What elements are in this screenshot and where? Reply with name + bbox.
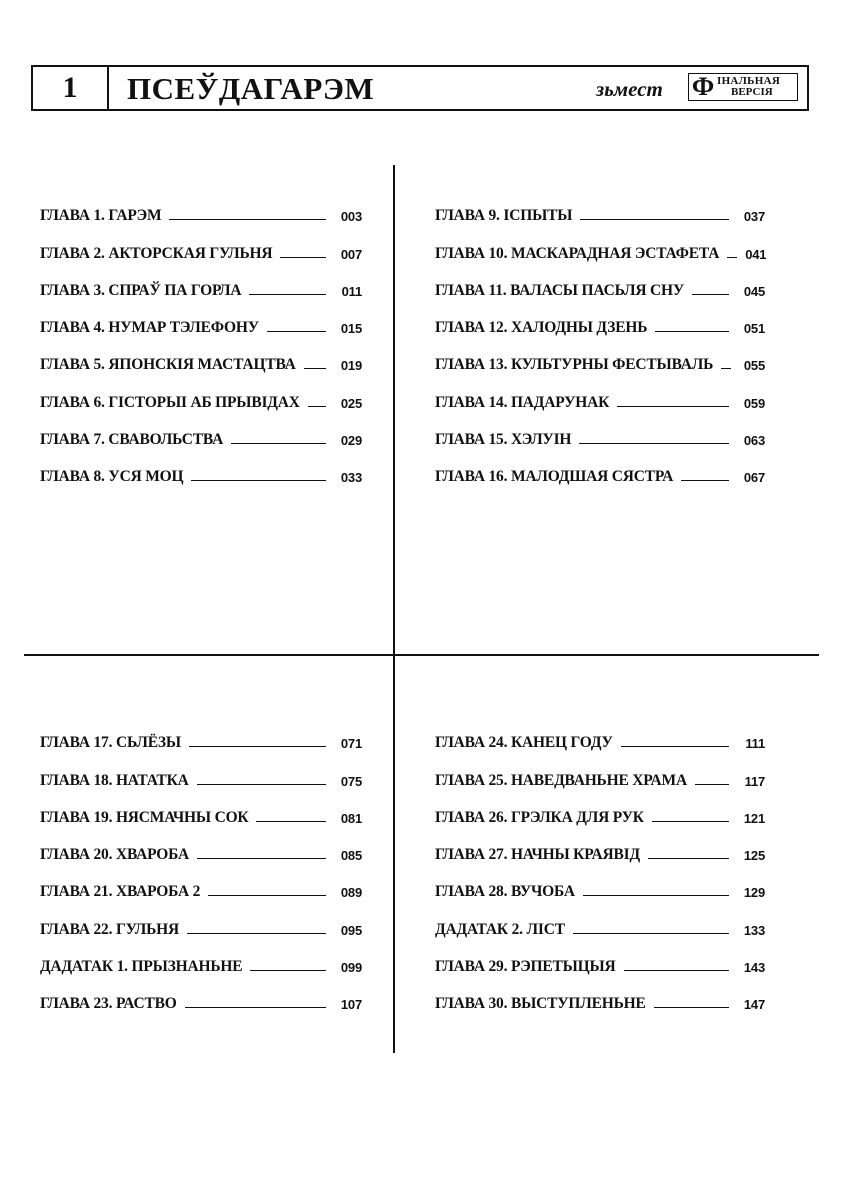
toc-column-top-right xyxy=(435,188,765,486)
toc-entry-page: 025 xyxy=(340,395,362,411)
toc-entry-title: ГЛАВА 28. ВУЧОБА xyxy=(435,883,575,901)
toc-entry-title: ГЛАВА 23. РАСТВО xyxy=(40,995,177,1013)
toc-entry-title: ГЛАВА 16. МАЛОДШАЯ СЯСТРА xyxy=(435,468,674,486)
toc-entry-title: ГЛАВА 14. ПАДАРУНАК xyxy=(435,393,610,411)
toc-entry xyxy=(40,939,362,976)
toc-leader-line xyxy=(648,858,729,859)
toc-entry-title: ГЛАВА 24. КАНЕЦ ГОДУ xyxy=(435,734,613,752)
toc-leader-line xyxy=(652,821,729,822)
toc-leader-line xyxy=(695,784,729,785)
toc-entry-title: ГЛАВА 19. НЯСМАЧНЫ СОК xyxy=(40,808,249,826)
toc-entry-page: 085 xyxy=(340,848,362,864)
logo-text xyxy=(717,76,780,98)
toc-entry-page: 037 xyxy=(743,209,765,225)
toc-entry-page: 007 xyxy=(340,246,362,262)
toc-entry xyxy=(435,300,765,337)
toc-entry-title: ГЛАВА 1. ГАРЭМ xyxy=(40,207,162,225)
toc-entry xyxy=(435,374,765,411)
toc-entry xyxy=(435,225,765,262)
toc-entry-title: ГЛАВА 4. НУМАР ТЭЛЕФОНУ xyxy=(40,319,259,337)
toc-leader-line xyxy=(579,443,729,444)
toc-leader-line xyxy=(185,1007,326,1008)
toc-entry xyxy=(40,412,362,449)
toc-entry xyxy=(40,263,362,300)
toc-entry xyxy=(435,449,765,486)
toc-entry-title: ГЛАВА 30. ВЫСТУПЛЕНЬНЕ xyxy=(435,995,646,1013)
toc-leader-line xyxy=(580,219,729,220)
toc-entry-page: 129 xyxy=(743,885,765,901)
toc-leader-line xyxy=(681,480,729,481)
vertical-divider xyxy=(393,165,395,1053)
toc-leader-line xyxy=(304,368,326,369)
toc-entry xyxy=(40,864,362,901)
toc-entry-title: ГЛАВА 12. ХАЛОДНЫ ДЗЕНЬ xyxy=(435,319,648,337)
toc-entry-page: 019 xyxy=(340,358,362,374)
toc-entry-title: ГЛАВА 17. СЬЛЁЗЫ xyxy=(40,734,181,752)
toc-entry xyxy=(40,976,362,1013)
toc-entry-page: 033 xyxy=(340,470,362,486)
toc-entry-page: 143 xyxy=(743,960,765,976)
toc-entry xyxy=(40,752,362,789)
toc-entry-title: ГЛАВА 15. ХЭЛУІН xyxy=(435,431,572,449)
toc-entry-page: 067 xyxy=(743,470,765,486)
toc-entry xyxy=(40,901,362,938)
toc-entry xyxy=(435,790,765,827)
toc-entry-page: 059 xyxy=(743,395,765,411)
toc-leader-line xyxy=(583,895,729,896)
toc-entry xyxy=(40,225,362,262)
toc-leader-line xyxy=(191,480,326,481)
toc-leader-line xyxy=(250,970,326,971)
toc-entry xyxy=(40,300,362,337)
toc-entry-title: ГЛАВА 18. НАТАТКА xyxy=(40,771,189,789)
toc-entry-title: ГЛАВА 3. СПРАЎ ПА ГОРЛА xyxy=(40,281,242,299)
toc-entry-title: ГЛАВА 5. ЯПОНСКІЯ МАСТАЦТВА xyxy=(40,356,296,374)
toc-entry-page: 055 xyxy=(743,358,765,374)
toc-entry xyxy=(40,374,362,411)
toc-entry-title: ГЛАВА 6. ГІСТОРЫІ АБ ПРЫВІДАХ xyxy=(40,393,300,411)
toc-entry-page: 111 xyxy=(745,736,765,752)
book-title: ПСЕЎДАГАРЭМ xyxy=(127,71,375,106)
toc-entry xyxy=(435,715,765,752)
toc-leader-line xyxy=(727,257,737,258)
toc-leader-line xyxy=(621,746,729,747)
toc-entry-page: 121 xyxy=(743,810,765,826)
horizontal-divider xyxy=(24,654,819,656)
toc-entry-page: 081 xyxy=(340,810,362,826)
toc-column-bottom-right xyxy=(435,715,765,1013)
toc-entry-page: 015 xyxy=(340,321,362,337)
volume-number: 1 xyxy=(33,67,109,109)
toc-entry-title: ГЛАВА 13. КУЛЬТУРНЫ ФЕСТЫВАЛЬ xyxy=(435,356,714,374)
toc-entry xyxy=(40,188,362,225)
toc-entry-title: ДАДАТАК 1. ПРЫЗНАНЬНЕ xyxy=(40,958,243,976)
toc-entry xyxy=(435,263,765,300)
toc-leader-line xyxy=(187,933,326,934)
toc-entry-title: ГЛАВА 25. НАВЕДВАНЬНЕ ХРАМА xyxy=(435,771,687,789)
toc-entry xyxy=(435,412,765,449)
toc-entry-page: 045 xyxy=(743,283,765,299)
toc-leader-line xyxy=(573,933,729,934)
toc-column-top-left xyxy=(40,188,362,486)
toc-leader-line xyxy=(617,406,729,407)
toc-entry-page: 063 xyxy=(743,433,765,449)
toc-entry-title: ГЛАВА 20. ХВАРОБА xyxy=(40,846,189,864)
toc-entry-title: ГЛАВА 29. РЭПЕТЫЦЫЯ xyxy=(435,958,616,976)
toc-entry xyxy=(435,939,765,976)
toc-entry-title: ГЛАВА 11. ВАЛАСЫ ПАСЬЛЯ СНУ xyxy=(435,281,685,299)
toc-leader-line xyxy=(655,331,729,332)
toc-entry-title: ГЛАВА 2. АКТОРСКАЯ ГУЛЬНЯ xyxy=(40,244,273,262)
toc-entry xyxy=(435,901,765,938)
toc-leader-line xyxy=(267,331,326,332)
logo-line-2: ВЕРСІЯ xyxy=(731,86,773,98)
toc-entry-title: ГЛАВА 8. УСЯ МОЦ xyxy=(40,468,184,486)
toc-leader-line xyxy=(249,294,326,295)
toc-entry-page: 117 xyxy=(744,773,765,789)
toc-leader-line xyxy=(169,219,326,220)
toc-entry-page: 147 xyxy=(743,997,765,1013)
toc-leader-line xyxy=(208,895,326,896)
toc-entry xyxy=(435,827,765,864)
toc-leader-line xyxy=(231,443,326,444)
toc-entry-page: 041 xyxy=(745,246,767,262)
toc-entry xyxy=(40,715,362,752)
toc-leader-line xyxy=(197,784,326,785)
toc-entry-page: 075 xyxy=(340,773,362,789)
logo-letter: Ф xyxy=(691,72,715,101)
toc-leader-line xyxy=(692,294,729,295)
toc-entry xyxy=(435,337,765,374)
toc-entry xyxy=(435,188,765,225)
toc-leader-line xyxy=(197,858,326,859)
final-version-logo xyxy=(688,73,798,101)
toc-entry-page: 089 xyxy=(340,885,362,901)
toc-leader-line xyxy=(189,746,326,747)
toc-column-bottom-left xyxy=(40,715,362,1013)
toc-leader-line xyxy=(654,1007,729,1008)
toc-leader-line xyxy=(624,970,729,971)
toc-entry-title: ГЛАВА 21. ХВАРОБА 2 xyxy=(40,883,201,901)
toc-entry xyxy=(435,976,765,1013)
toc-entry-title: ДАДАТАК 2. ЛІСТ xyxy=(435,920,565,938)
toc-entry-page: 029 xyxy=(340,433,362,449)
toc-entry xyxy=(435,864,765,901)
toc-entry xyxy=(435,752,765,789)
toc-entry xyxy=(40,337,362,374)
toc-entry-page: 071 xyxy=(340,736,362,752)
toc-entry-title: ГЛАВА 26. ГРЭЛКА ДЛЯ РУК xyxy=(435,808,644,826)
toc-entry xyxy=(40,827,362,864)
toc-entry-title: ГЛАВА 9. ІСПЫТЫ xyxy=(435,207,573,225)
toc-leader-line xyxy=(308,406,326,407)
toc-entry-page: 003 xyxy=(340,209,362,225)
toc-entry-title: ГЛАВА 22. ГУЛЬНЯ xyxy=(40,920,179,938)
toc-entry xyxy=(40,449,362,486)
toc-entry-page: 099 xyxy=(340,960,362,976)
toc-entry-page: 125 xyxy=(743,848,765,864)
toc-entry-title: ГЛАВА 10. МАСКАРАДНАЯ ЭСТАФЕТА xyxy=(435,244,720,262)
logo-line-1: ІНАЛЬНАЯ xyxy=(717,75,781,87)
toc-entry xyxy=(40,790,362,827)
page-header xyxy=(31,65,809,111)
toc-entry-page: 095 xyxy=(340,922,362,938)
toc-leader-line xyxy=(721,368,731,369)
toc-entry-page: 133 xyxy=(743,922,765,938)
toc-entry-title: ГЛАВА 7. СВАВОЛЬСТВА xyxy=(40,431,224,449)
toc-entry-page: 011 xyxy=(341,283,362,299)
toc-entry-page: 051 xyxy=(743,321,765,337)
toc-leader-line xyxy=(280,257,326,258)
toc-leader-line xyxy=(256,821,326,822)
contents-label: зьмест xyxy=(596,77,663,101)
toc-entry-title: ГЛАВА 27. НАЧНЫ КРАЯВІД xyxy=(435,846,640,864)
toc-entry-page: 107 xyxy=(340,997,362,1013)
